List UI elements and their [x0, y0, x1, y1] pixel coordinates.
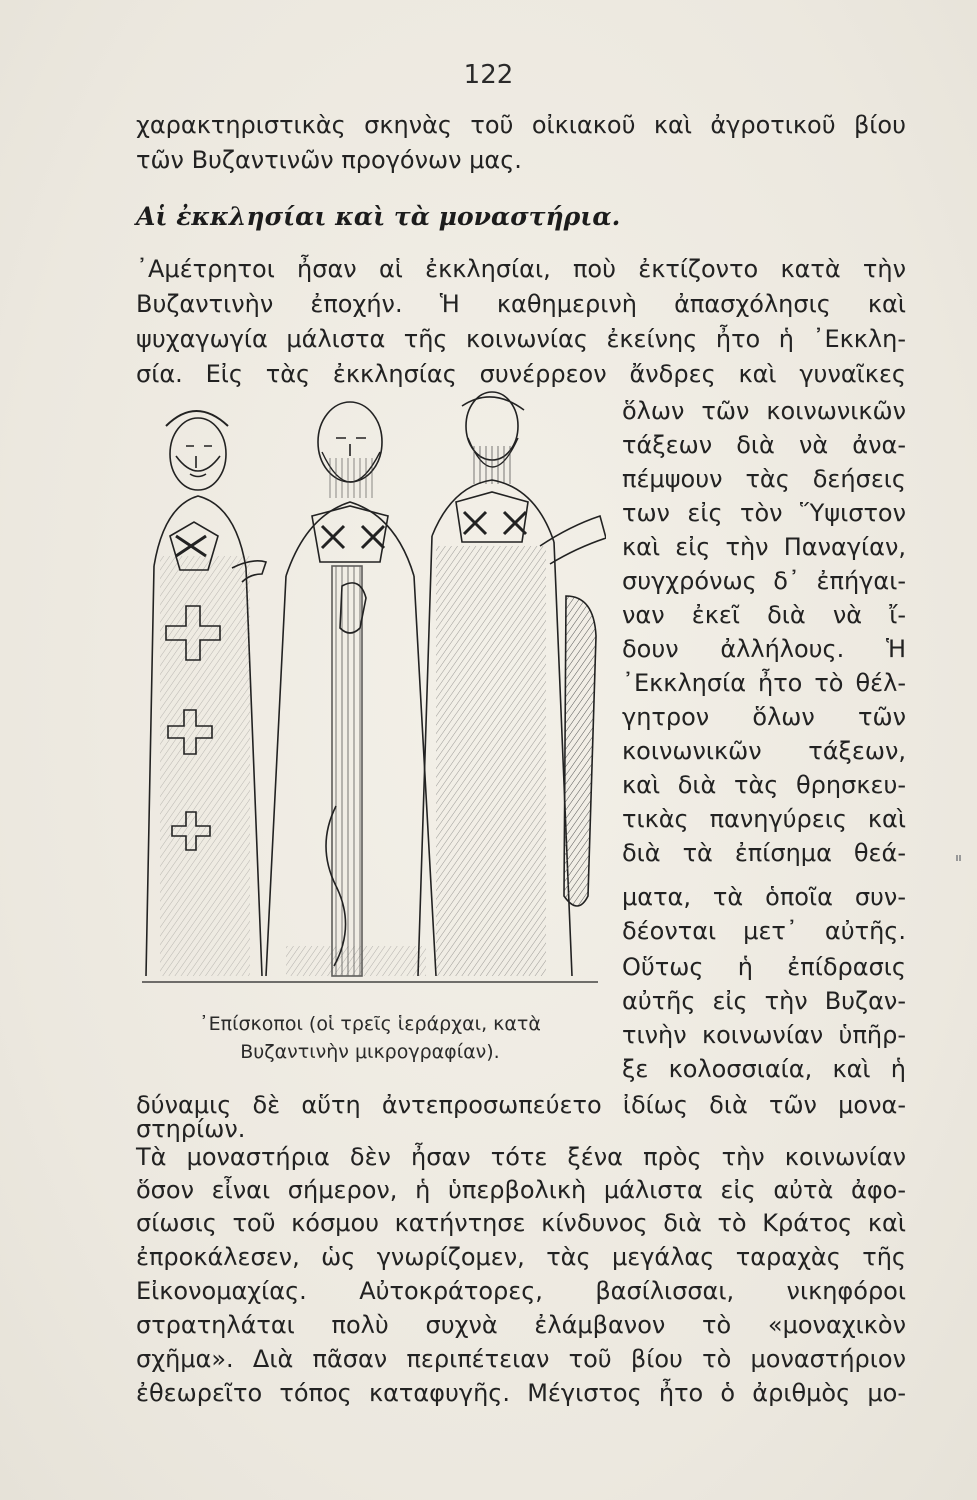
- three-hierarchs-illustration: [136, 386, 606, 1006]
- side-text-line: συγχρόνως δ᾿ ἐπήγαι-: [622, 567, 906, 595]
- figure-caption-line: ᾿Επίσκοποι (οἱ τρεῖς ἱεράρχαι, κατὰ: [199, 1013, 541, 1035]
- text-line: Εἰκονομαχίας. Αὐτοκράτορες, βασίλισσαι, νικηφόροι: [136, 1277, 906, 1305]
- text-line: σία. Εἰς τὰς ἐκκλησίας συνέρρεον ἄνδρες καὶ γυναῖκες: [136, 360, 906, 388]
- text-line: Βυζαντινὴν ἐποχήν. Ἡ καθημερινὴ ἀπασχόλησις καὶ: [136, 290, 906, 318]
- side-text-line: καὶ εἰς τὴν Παναγίαν,: [622, 533, 906, 561]
- side-text-line: δέονται μετ᾿ αὐτῆς.: [622, 917, 906, 945]
- page-number: 122: [463, 60, 514, 90]
- figure-caption-line: Βυζαντινὴν μικρογραφίαν).: [240, 1041, 500, 1063]
- side-text-line: γητρον ὅλων τῶν: [622, 703, 906, 731]
- text-line: σχῆμα». Διὰ πᾶσαν περιπέτειαν τοῦ βίου τὸ μοναστήριον: [136, 1345, 906, 1373]
- text-line: δύναμις δὲ αὕτη ἀντεπροσωπεύετο ἰδίως διὰ τῶν μονα-: [136, 1091, 906, 1119]
- text-line: ἐθεωρεῖτο τόπος καταφυγῆς. Μέγιστος ἦτο ὁ ἀριθμὸς μο-: [136, 1379, 906, 1407]
- side-text-line: ναν ἐκεῖ διὰ νὰ ἴ-: [622, 601, 906, 629]
- text-line: χαρακτηριστικὰς σκηνὰς τοῦ οἰκιακοῦ καὶ ἀγροτικοῦ βίου: [136, 111, 906, 139]
- side-text-line: τάξεων διὰ νὰ ἀνα-: [622, 431, 906, 459]
- side-text-line: ματα, τὰ ὁποῖα συν-: [622, 883, 906, 911]
- side-text-line: τικὰς πανηγύρεις καὶ: [622, 805, 906, 833]
- side-text-line: καὶ διὰ τὰς θρησκευ-: [622, 771, 906, 799]
- side-text-line: πέμψουν τὰς δεήσεις: [622, 465, 906, 493]
- text-line: στρατηλάται πολὺ συχνὰ ἐλάμβανον τὸ «μοναχικὸν: [136, 1311, 906, 1339]
- text-line: ἐπροκάλεσεν, ὡς γνωρίζομεν, τὰς μεγάλας ταραχὰς τῆς: [136, 1243, 906, 1271]
- side-text-line: αὐτῆς εἰς τὴν Βυζαν-: [622, 987, 906, 1015]
- text-line: ᾿Αμέτρητοι ἦσαν αἱ ἐκκλησίαι, ποὺ ἐκτίζοντο κατὰ τὴν: [136, 255, 906, 283]
- text-line: τῶν Βυζαντινῶν προγόνων μας.: [136, 146, 522, 174]
- side-text-line: διὰ τὰ ἐπίσημα θεά-: [622, 839, 906, 867]
- side-text-line: δουν ἀλλήλους. Ἡ: [622, 635, 906, 663]
- side-text-line: ᾿Εκκλησία ἦτο τὸ θέλ-: [622, 669, 906, 697]
- margin-mark: [956, 846, 962, 852]
- text-line: στηρίων.: [136, 1115, 246, 1143]
- side-text-line: των εἰς τὸν Ὕψιστον: [622, 499, 906, 527]
- side-text-line: ξε κολοσσιαία, καὶ ἡ: [622, 1055, 906, 1083]
- text-line: ψυχαγωγία μάλιστα τῆς κοινωνίας ἐκείνης ἦτο ἡ ᾿Εκκλη-: [136, 325, 906, 353]
- text-line: ὅσον εἶναι σήμερον, ἡ ὑπερβολικὴ μάλιστα εἰς αὐτὰ ἀφο-: [136, 1176, 906, 1204]
- side-text-line: τινὴν κοινωνίαν ὑπῆρ-: [622, 1021, 906, 1049]
- text-line: Τὰ μοναστήρια δὲν ἦσαν τότε ξένα πρὸς τὴν κοινωνίαν: [136, 1143, 906, 1171]
- text-line: σίωσις τοῦ κόσμου κατήντησε κίνδυνος διὰ τὸ Κράτος καὶ: [136, 1209, 906, 1237]
- side-text-line: ὅλων τῶν κοινωνικῶν: [622, 397, 906, 425]
- side-text-line: Οὕτως ἡ ἐπίδρασις: [622, 953, 906, 981]
- section-heading: Αἱ ἐκκλησίαι καὶ τὰ μοναστήρια.: [136, 202, 621, 231]
- side-text-line: κοινωνικῶν τάξεων,: [622, 737, 906, 765]
